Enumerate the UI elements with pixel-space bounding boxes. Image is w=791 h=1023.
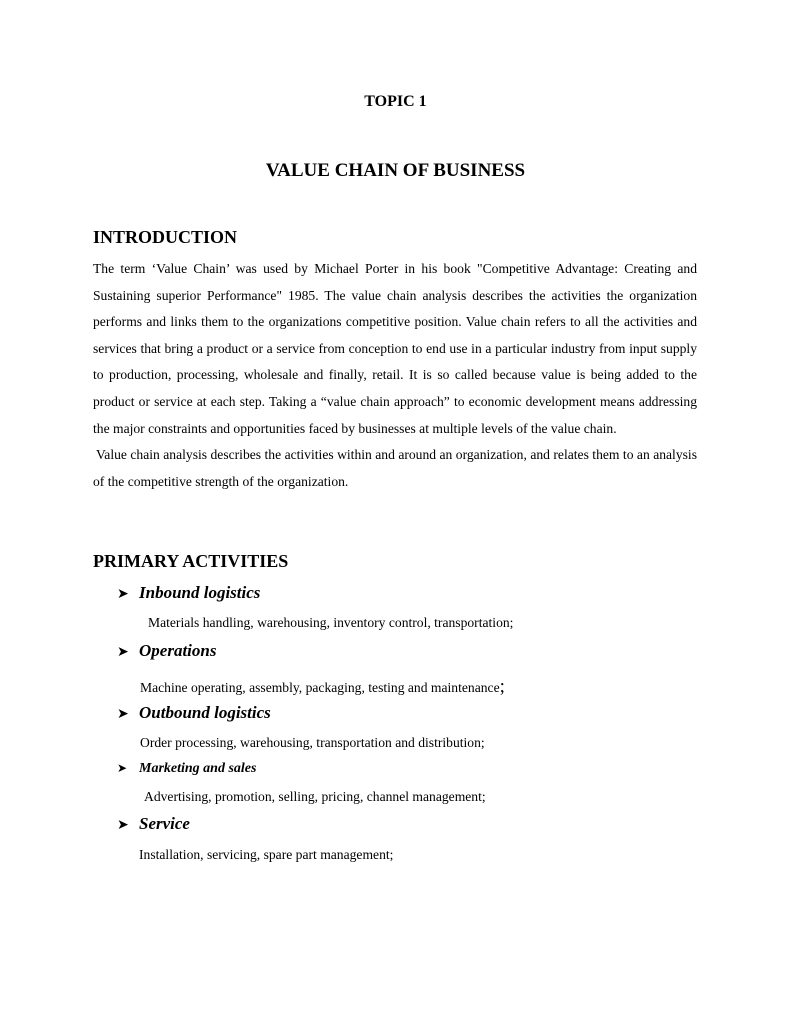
list-item [117,583,260,603]
activity-name: Inbound logistics [139,583,261,602]
activity-description: Materials handling, warehousing, inventory control, transportation; [148,615,514,630]
activity-description: Installation, servicing, spare part management; [139,847,394,862]
document-title: VALUE CHAIN OF BUSINESS [265,160,526,181]
arrowhead-bullet-icon: ➤ [117,645,129,660]
activity-description: Order processing, warehousing, transportation and distribution; [140,735,485,750]
activity-name: Outbound logistics [139,703,271,722]
list-item [117,703,271,723]
activity-name: Marketing and sales [139,761,257,776]
introduction-paragraph: Value chain analysis describes the activities within and around an organization, and relates them to an analysis of the competitive strength of the organization. [93,447,697,489]
arrowhead-bullet-icon: ➤ [117,587,129,602]
arrowhead-bullet-icon: ➤ [117,707,129,722]
activity-name: Service [139,814,190,833]
introduction-heading: INTRODUCTION [93,227,238,247]
list-item [117,814,190,834]
activity-description: Advertising, promotion, selling, pricing, channel management; [144,789,486,804]
introduction-paragraph: The term ‘Value Chain’ was used by Michael Porter in his book "Competitive Advantage: Creating and Sustaining superior Performance" 1985. The value chain analysis describes the activities the organization performs and links them to the organizations competitive position. Value chain refers to all the activities and services that bring a product or a service from conception to end use in a particular industry from input supply to production, processing, wholesale and finally, retail. It is so called because value is being added to the product or service at each step. Taking a “value chain approach” to economic development means addressing the major constraints and opportunities faced by businesses at multiple levels of the value chain. [93,261,697,436]
list-item [117,641,216,661]
arrowhead-bullet-icon: ➤ [117,761,128,775]
activity-description-text: Machine operating, assembly, packaging, testing and maintenance [140,680,500,695]
topic-label: TOPIC 1 [364,93,427,110]
primary-activities-heading: PRIMARY ACTIVITIES [93,551,289,571]
list-item [117,761,256,777]
introduction-body [93,256,697,495]
activity-description-end: ; [499,676,505,697]
activity-name: Operations [139,641,217,660]
arrowhead-bullet-icon: ➤ [117,818,129,833]
activity-description [140,676,505,698]
